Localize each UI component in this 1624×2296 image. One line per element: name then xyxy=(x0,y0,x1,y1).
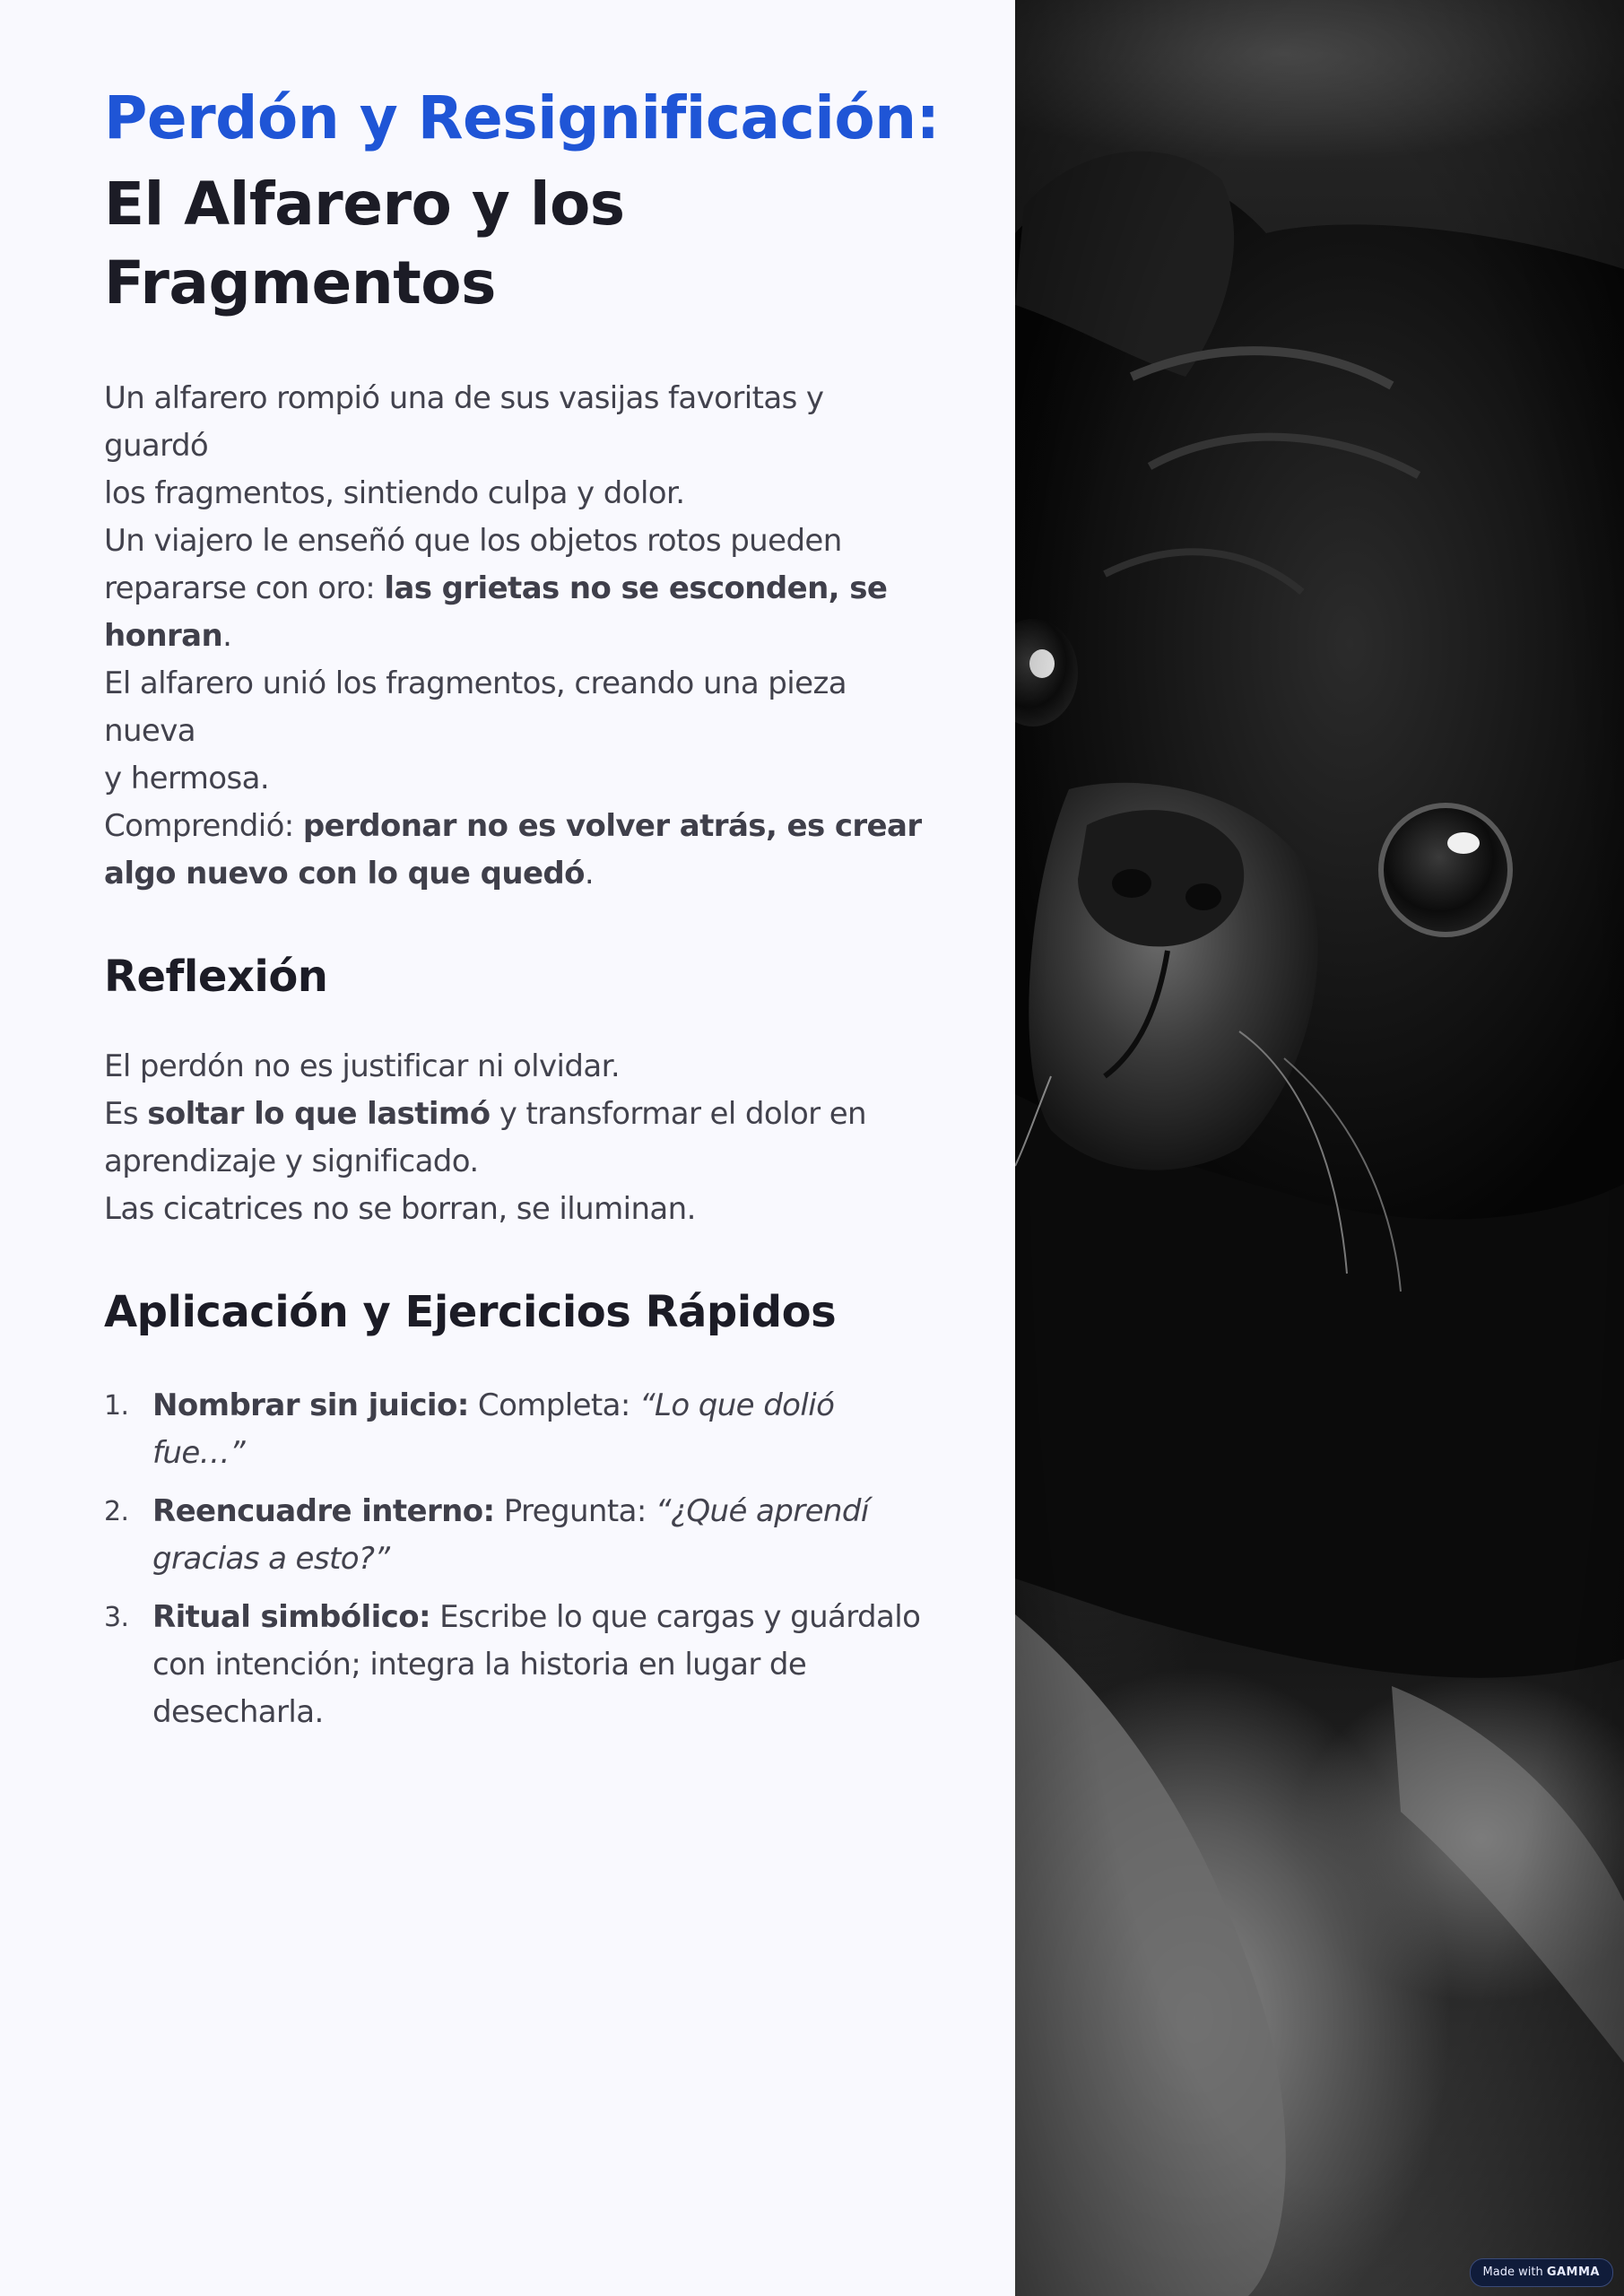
story-bold: las grietas no se esconden, se xyxy=(384,570,888,606)
reflection-text: y transformar el dolor en xyxy=(490,1096,866,1132)
list-number: 3. xyxy=(104,1602,129,1633)
list-item-title: Ritual simbólico: xyxy=(152,1599,430,1635)
list-item-text: Completa: xyxy=(468,1387,639,1423)
dog-illustration xyxy=(1015,0,1624,2296)
content-column xyxy=(104,83,940,1747)
vignette xyxy=(1015,0,1624,2296)
reflection-bold: soltar lo que lastimó xyxy=(147,1096,491,1132)
title-line-2: Fragmentos xyxy=(104,248,496,317)
title-line-1: El Alfarero y los xyxy=(104,170,625,239)
list-item-quote: “Lo que dolió fue…” xyxy=(152,1387,835,1471)
page-title xyxy=(104,165,929,323)
application-heading: Aplicación y Ejercicios Rápidos xyxy=(104,1287,837,1337)
reflection-line: Las cicatrices no se borran, se iluminan. xyxy=(104,1191,696,1227)
list-item xyxy=(104,1594,929,1736)
story-text: Comprendió: xyxy=(104,808,303,844)
story-line xyxy=(104,565,929,613)
reflection-heading: Reflexión xyxy=(104,952,328,1002)
list-number: 1. xyxy=(104,1390,129,1422)
story-line: Un alfarero rompió una de sus vasijas favoritas y guardó xyxy=(104,380,824,464)
dog-photo xyxy=(1015,0,1624,2296)
list-item-title: Nombrar sin juicio: xyxy=(152,1387,469,1423)
story-line xyxy=(104,613,929,660)
story-line: El alfarero unió los fragmentos, creando una pieza nueva xyxy=(104,665,847,749)
story-line: y hermosa. xyxy=(104,761,270,796)
story-bold: algo nuevo con lo que quedó xyxy=(104,856,585,891)
reflection-paragraph xyxy=(104,1043,929,1233)
made-with-badge[interactable] xyxy=(1470,2258,1613,2287)
list-item-quote: “¿Qué aprendí xyxy=(655,1493,869,1529)
list-item-text: con intención; integra la historia en lugar de xyxy=(152,1647,807,1683)
reflection-text: Es xyxy=(104,1096,148,1132)
list-item-text: desecharla. xyxy=(152,1694,324,1730)
title-accent: Perdón y Resignificación: xyxy=(104,83,940,152)
story-line: los fragmentos, sintiendo culpa y dolor. xyxy=(104,475,685,511)
reflection-line xyxy=(104,1091,929,1138)
reflection-line: aprendizaje y significado. xyxy=(104,1144,479,1179)
badge-prefix: Made with xyxy=(1482,2266,1543,2279)
story-text: repararse con oro: xyxy=(104,570,385,606)
list-number: 2. xyxy=(104,1496,129,1527)
story-bold: honran xyxy=(104,618,223,654)
story-paragraph xyxy=(104,375,929,898)
badge-brand: GAMMA xyxy=(1546,2266,1600,2279)
list-item-text: Escribe lo que cargas y guárdalo xyxy=(430,1599,921,1635)
story-text: . xyxy=(222,618,232,654)
exercise-list xyxy=(104,1382,929,1736)
story-line: Un viajero le enseñó que los objetos rotos pueden xyxy=(104,523,842,559)
story-line xyxy=(104,803,929,850)
list-item-text: Pregunta: xyxy=(494,1493,656,1529)
reflection-line: El perdón no es justificar ni olvidar. xyxy=(104,1048,621,1084)
list-item-title: Reencuadre interno: xyxy=(152,1493,495,1529)
list-item-quote: gracias a esto?” xyxy=(152,1541,390,1577)
list-item xyxy=(104,1382,929,1477)
story-bold: perdonar no es volver atrás, es crear xyxy=(302,808,922,844)
story-line xyxy=(104,850,929,898)
story-text: . xyxy=(584,856,595,891)
list-item xyxy=(104,1488,929,1583)
